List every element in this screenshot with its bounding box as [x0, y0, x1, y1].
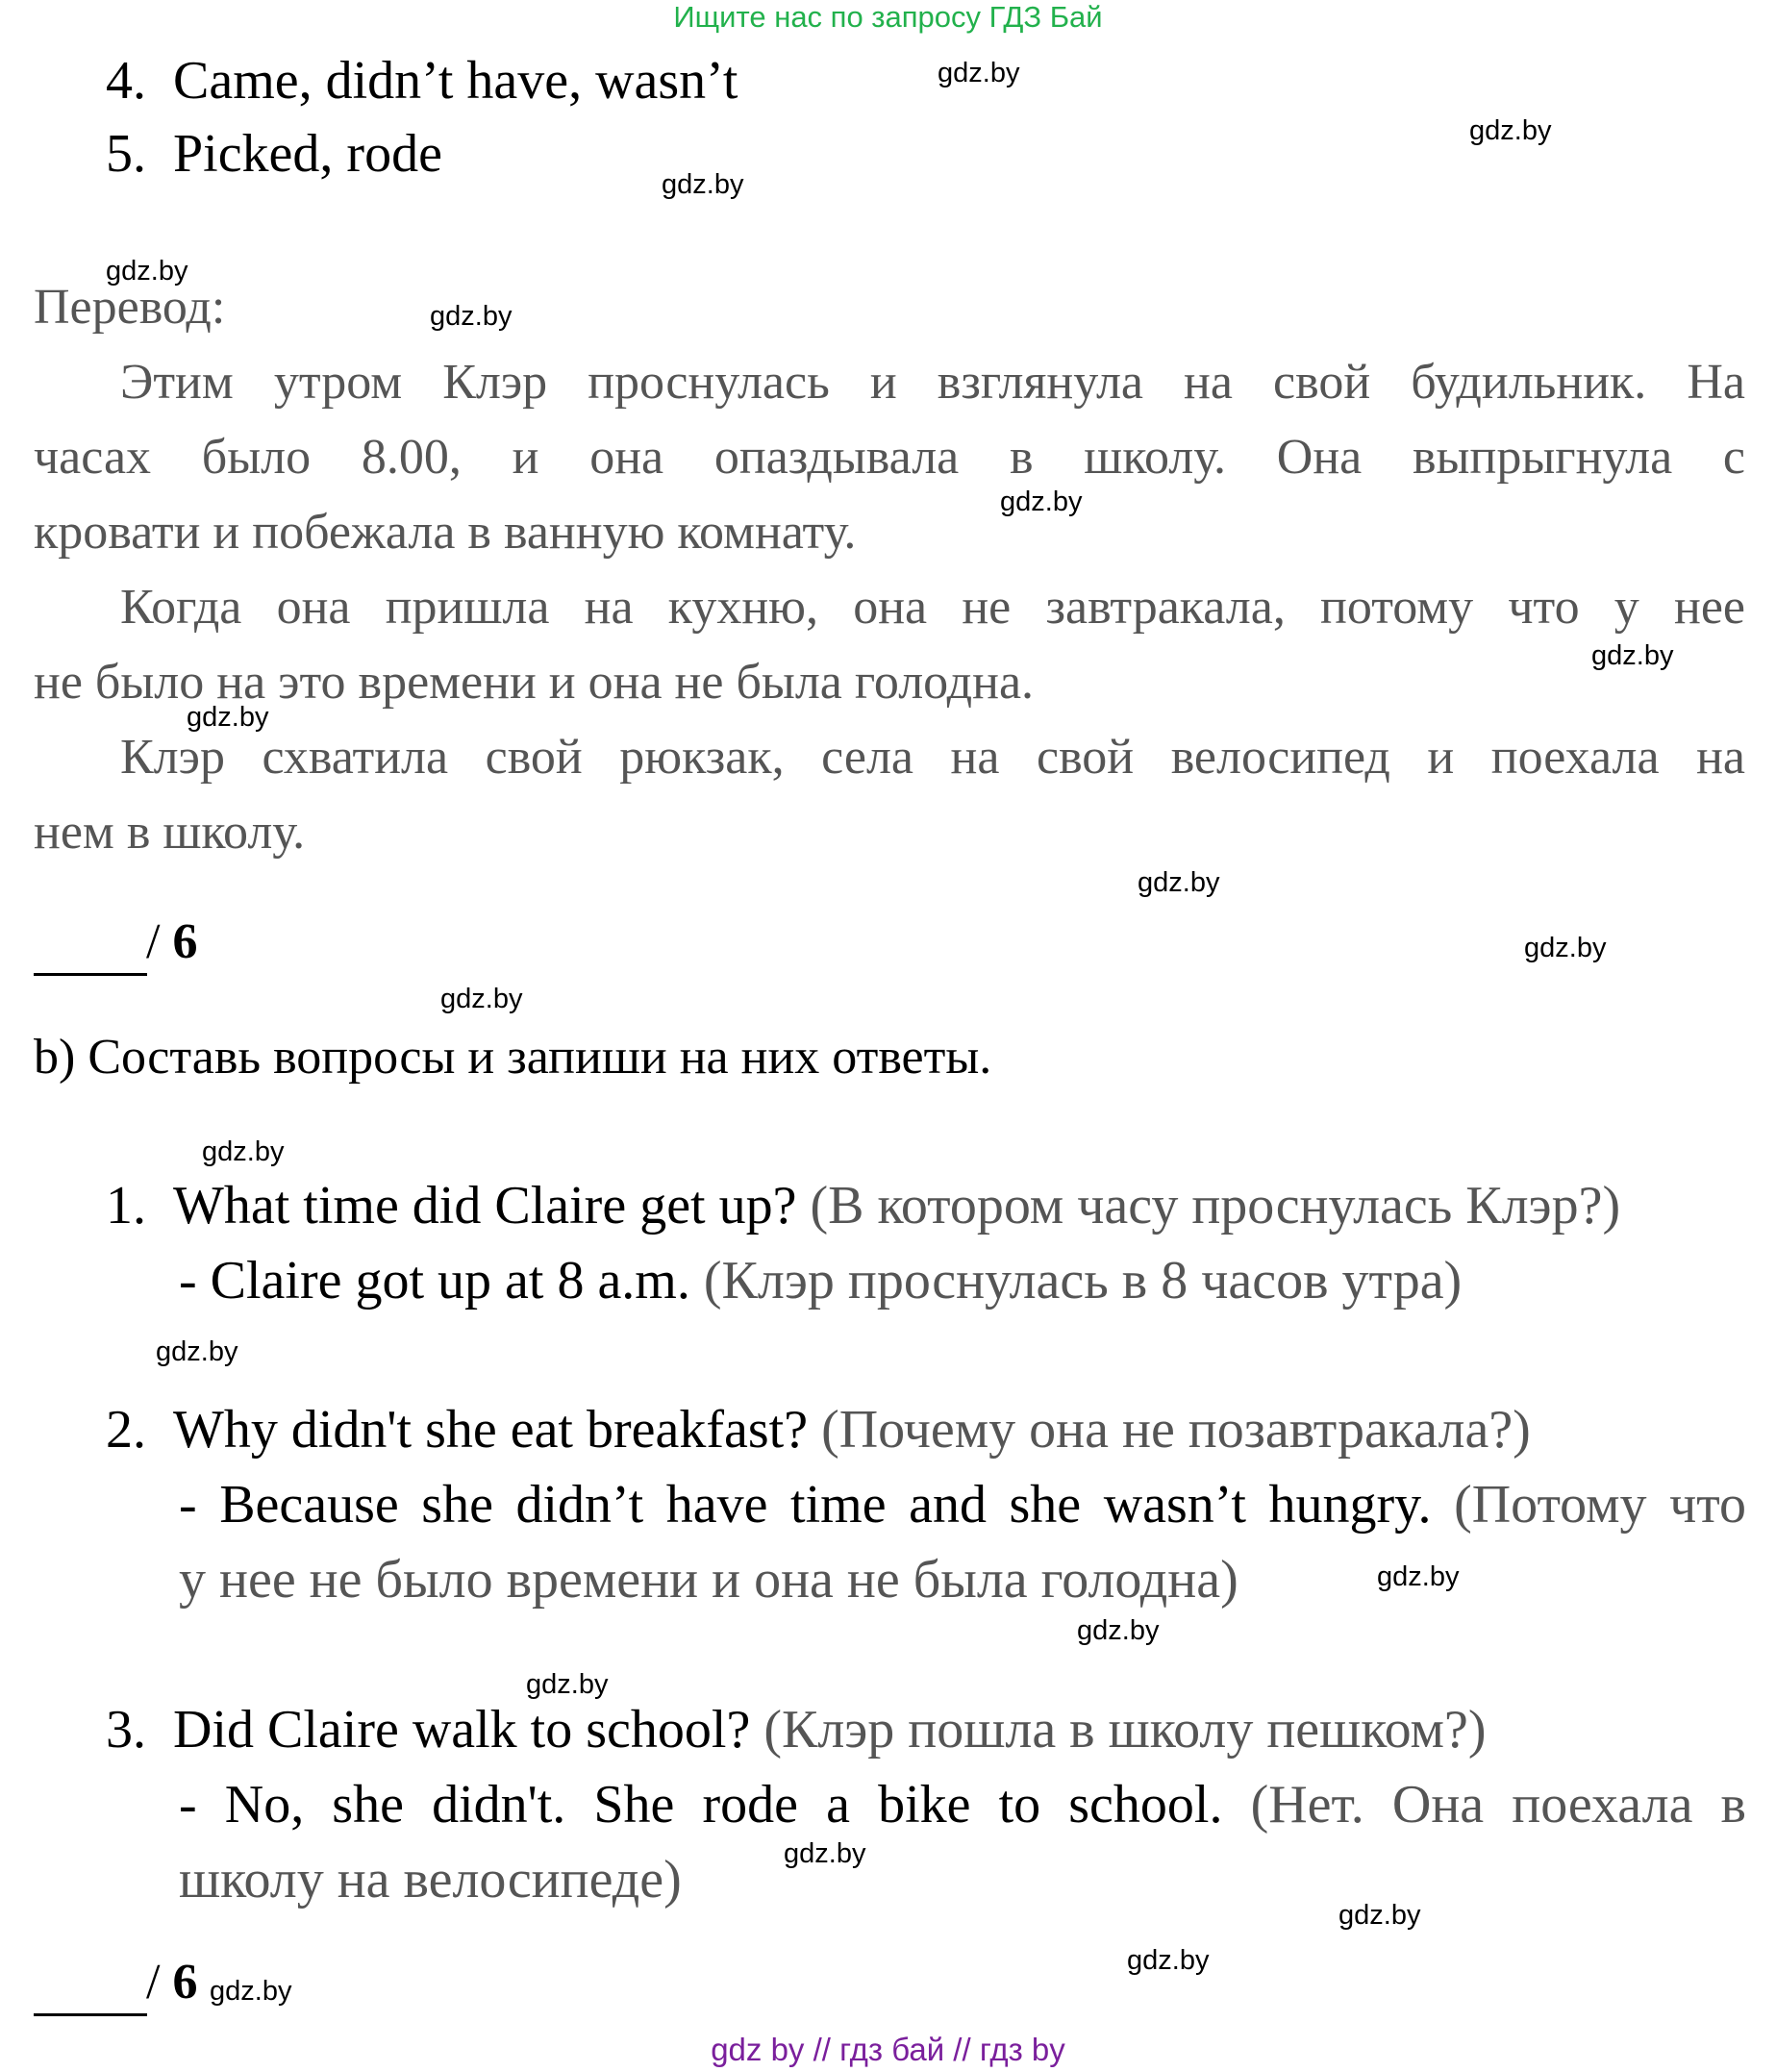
answer-text: Picked, rode — [173, 124, 442, 184]
answer-translation: (Клэр проснулась в 8 часов утра) — [703, 1251, 1463, 1311]
question-item-1 — [106, 1175, 1620, 1236]
watermark: gdz.by — [187, 702, 269, 733]
watermark: gdz.by — [784, 1838, 866, 1869]
question-number: 3. — [106, 1700, 146, 1760]
watermark: gdz.by — [526, 1669, 609, 1700]
score-total-1 — [146, 913, 197, 970]
question-text: What time did Claire get up? — [173, 1176, 797, 1236]
question-item-3 — [106, 1699, 1487, 1760]
watermark: gdz.by — [430, 301, 513, 332]
answer-translation-cont: школу на велосипеде) — [179, 1850, 682, 1910]
question-item-2 — [106, 1399, 1531, 1460]
answer-text: - Because she didn’t have time and she wasn’t hungry. — [179, 1475, 1432, 1535]
translation-line: Клэр схватила свой рюкзак, села на свой велосипед и поехала на — [120, 730, 1745, 785]
score-blank-line — [34, 973, 147, 976]
site-footer[interactable]: gdz by // гдз бай // гдз by — [711, 2032, 1065, 2067]
answer-line-1 — [179, 1250, 1462, 1311]
watermark: gdz.by — [156, 1336, 238, 1367]
translation-line: нем в школу. — [34, 805, 306, 860]
watermark: gdz.by — [1338, 1900, 1421, 1931]
answer-translation: (Потому что — [1454, 1475, 1746, 1535]
answer-item-5 — [106, 123, 442, 185]
watermark: gdz.by — [440, 984, 523, 1014]
site-banner[interactable]: Ищите нас по запросу ГДЗ Бай — [673, 0, 1103, 34]
translation-line: кровати и побежала в ванную комнату. — [34, 505, 857, 560]
answer-text: - No, she didn't. She rode a bike to school. — [179, 1775, 1223, 1835]
watermark: gdz.by — [1524, 933, 1607, 963]
score-slash: / — [146, 914, 161, 969]
answer-number: 4. — [106, 51, 146, 111]
score-blank-line — [34, 2013, 147, 2016]
translation-line: часах было 8.00, и она опаздывала в школу. Она выпрыгнула с — [34, 430, 1745, 485]
watermark: gdz.by — [1138, 867, 1220, 898]
watermark: gdz.by — [1127, 1945, 1210, 1976]
translation-line: не было на это времени и она не была голодна. — [34, 655, 1035, 710]
watermark: gdz.by — [662, 169, 744, 200]
score-slash: / — [146, 1955, 161, 2010]
watermark: gdz.by — [1000, 487, 1083, 517]
question-translation: (Почему она не позавтракала?) — [821, 1400, 1531, 1460]
translation-heading: Перевод: — [34, 280, 226, 335]
question-number: 2. — [106, 1400, 146, 1460]
question-number: 1. — [106, 1176, 146, 1236]
question-text: Why didn't she eat breakfast? — [173, 1400, 809, 1460]
watermark: gdz.by — [106, 256, 188, 287]
answer-item-4 — [106, 50, 738, 112]
score-max: 6 — [172, 1955, 198, 2010]
answer-line-3 — [179, 1774, 1746, 1835]
score-total-2 — [146, 1954, 197, 2010]
watermark: gdz.by — [1469, 115, 1552, 146]
answer-line-2 — [179, 1474, 1746, 1535]
translation-line: Когда она пришла на кухню, она не завтракала, потому что у нее — [120, 580, 1745, 635]
watermark: gdz.by — [1077, 1615, 1160, 1646]
score-max: 6 — [172, 914, 198, 969]
answer-text: Came, didn’t have, wasn’t — [173, 51, 738, 111]
watermark: gdz.by — [938, 58, 1020, 88]
question-translation: (В котором часу проснулась Клэр?) — [810, 1176, 1621, 1236]
watermark: gdz.by — [202, 1136, 285, 1167]
question-translation: (Клэр пошла в школу пешком?) — [763, 1700, 1487, 1760]
watermark: gdz.by — [210, 1976, 292, 2007]
translation-line: Этим утром Клэр проснулась и взглянула на свой будильник. На — [120, 355, 1745, 410]
watermark: gdz.by — [1591, 640, 1674, 671]
answer-translation: (Нет. Она поехала в — [1250, 1775, 1746, 1835]
task-b-title: b) Составь вопросы и запиши на них ответы. — [34, 1030, 992, 1085]
question-text: Did Claire walk to school? — [173, 1700, 751, 1760]
answer-translation-cont: у нее не было времени и она не была голодна) — [179, 1550, 1238, 1610]
answer-text: - Claire got up at 8 a.m. — [179, 1251, 690, 1311]
watermark: gdz.by — [1377, 1561, 1460, 1592]
answer-number: 5. — [106, 124, 146, 184]
